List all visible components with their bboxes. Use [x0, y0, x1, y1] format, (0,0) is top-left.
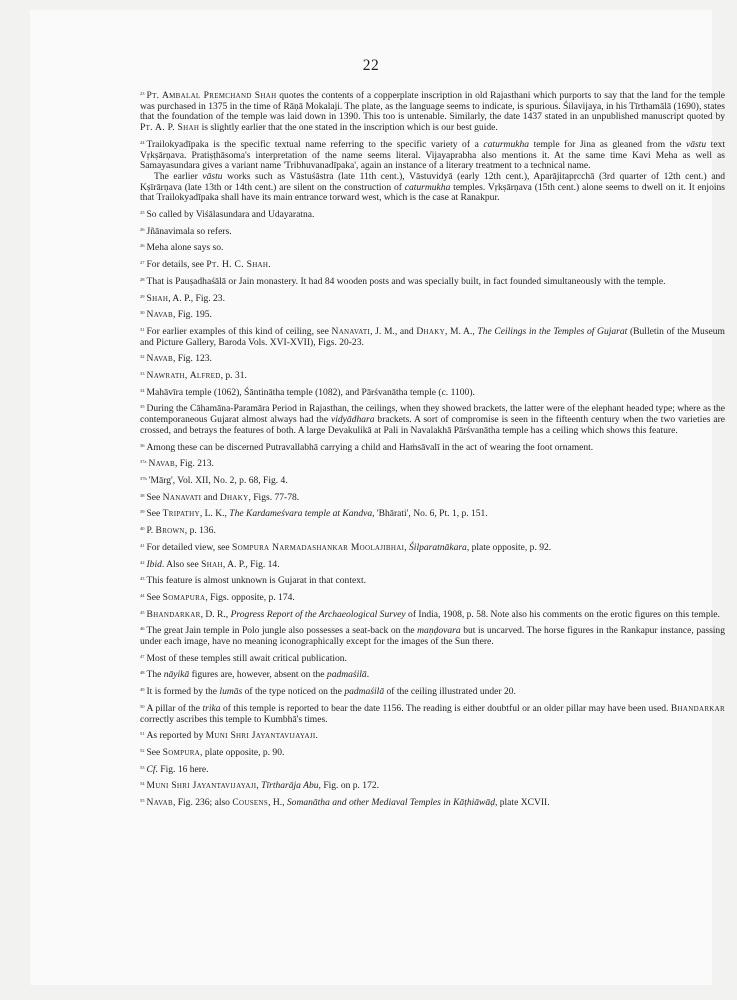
footnote-text: For earlier examples of this kind of ceiling, see Nanavati, J. M., and Dhaky, M. A., The Ceilings in the Temples of Gujarat (Bulletin of the Museum and Picture Gallery, Baroda Vols. XVI-XVII), Figs. 20-23. [140, 325, 725, 348]
footnote-text: The nāyikā figures are, however, absent on the padmaśilā. [146, 669, 370, 681]
footnote-number: 43 [140, 576, 145, 582]
footnote [140, 325, 725, 348]
footnote [140, 558, 725, 571]
footnote-number: 50 [140, 703, 145, 709]
footnote-text: That is Pauṣadhaśālā or Jain monastery. It had 84 wooden posts and was specially built, in fact founded simultaneously with the temple. [146, 275, 666, 287]
page [30, 10, 726, 985]
footnote-text: The great Jain temple in Polo jungle also possesses a seat-back on the maṇḍovara but is uncarved. The horse figures in the Rankapur instance, passing under each image, have no meaning iconographically except for the images of the Sun there. [140, 625, 725, 648]
footnote [140, 652, 725, 665]
footnote-text: Trailokyadīpaka is the specific textual name referring to the specific variety of a caturmukha temple for Jina as gleaned from the vāstu text Vṛkṣārṇava. Pratiṣṭhāsoma's interpretation of the name seems literal. Vijayaprabha also mentions it. At the same time Kavi Meha as well as Samayasundara gives a variant name 'Tribhuvanadīpaka', again an instance of a literary treatment to a technical name. The earlier vāstu works such as Vāstuśāstra (late 11th cent.), Vāstuvidyā (early 12th cent.), Aparājitapṛcchā (3rd quarter of 12th cent.) and Kṣīrārṇava (late 13th or 14th cent.) are silent on the construction of caturmukha temples. Vṛkṣārṇava (15th cent.) alone seems to dwell on it. It enjoins that Trailokyadīpaka shall have its main entrance torward west, which is the case at Ranakpur. [140, 138, 725, 204]
footnote [140, 258, 725, 271]
footnote-text: Ibid. Also see Shah, A. P., Fig. 14. [146, 558, 280, 570]
footnote-text: A pillar of the trika of this temple is reported to bear the date 1156. The reading is either doubtful or an older pillar may have been used. Bhandarkar correctly ascribes this temple to Kumbhā's times. [140, 702, 725, 725]
footnote-number: 45 [140, 609, 145, 615]
footnote [140, 796, 725, 809]
footnote [140, 491, 725, 504]
footnote-number: 55 [140, 798, 145, 804]
footnote-text: See Tripathy, L. K., The Kardameśvara temple at Kandva, 'Bhārati', No. 6, Pt. 1, p. 151. [146, 508, 488, 520]
footnote-number: 37b [140, 475, 147, 481]
footnote-number: 31 [140, 326, 145, 332]
footnote-number: 41 [140, 542, 145, 548]
footnote-number: 48 [140, 670, 145, 676]
footnote-number: 39 [140, 509, 145, 515]
footnote [140, 369, 725, 382]
footnote-text: Navab, Fig. 236; also Cousens, H., Somanātha and other Mediaval Temples in Kāṭhiāwāḍ, plate XCVII. [146, 797, 550, 809]
footnote-text: Cf. Fig. 16 here. [146, 763, 209, 775]
footnote-text: See Nanavati and Dhaky, Figs. 77-78. [146, 491, 300, 503]
footnote-number: 40 [140, 526, 145, 532]
footnote-number: 25 [140, 210, 145, 216]
footnote-text: Meha alone says so. [146, 242, 224, 254]
footnote [140, 402, 725, 436]
footnote [140, 608, 725, 621]
footnote [140, 779, 725, 792]
footnote-number: 32 [140, 354, 145, 360]
footnote-text: It is formed by the lumās of the type noticed on the padmaśilā of the ceiling illustrated under 20. [146, 686, 516, 698]
footnote [140, 386, 725, 399]
footnote-text: For details, see Pt. H. C. Shah. [146, 259, 271, 271]
footnote-number: 42 [140, 559, 145, 565]
footnote-number: 33 [140, 371, 145, 377]
footnote-number: 51 [140, 731, 145, 737]
page-number: 22 [362, 57, 380, 74]
footnote-number: 44 [140, 592, 145, 598]
footnote-text: Navab, Fig. 213. [148, 458, 214, 470]
footnote-text: Mahāvīra temple (1062), Śāntinātha temple (1082), and Pārśvanātha temple (c. 1100). [146, 386, 475, 398]
footnote-text: Most of these temples still await critical publication. [146, 652, 347, 664]
footnote-text: Among these can be discerned Putravallabhā carrying a child and Haṁsāvalī in the act of wearing the foot ornament. [146, 441, 594, 453]
footnote-number: 38 [140, 492, 145, 498]
footnote-number: 24 [140, 139, 145, 145]
footnote [140, 457, 725, 470]
footnote-text: Muni Shri Jayantavijayaji, Tīrtharāja Abu, Fig. on p. 172. [146, 780, 380, 792]
footnote-number: 37a [140, 459, 147, 465]
footnote-text: See Sompura, plate opposite, p. 90. [146, 746, 285, 758]
footnote [140, 208, 725, 221]
footnote [140, 746, 725, 759]
footnote-number: 49 [140, 687, 145, 693]
footnote-text: For detailed view, see Sompura Narmadashankar Moolajibhai, Śilparatnākara, plate opposite, p. 92. [146, 541, 552, 553]
footnote [140, 138, 725, 204]
footnote [140, 702, 725, 725]
footnote [140, 225, 725, 238]
footnote [140, 441, 725, 454]
footnote [140, 241, 725, 254]
footnote-text: See Somapura, Figs. opposite, p. 174. [146, 591, 295, 603]
footnote [140, 763, 725, 776]
footnote [140, 89, 725, 134]
footnote [140, 541, 725, 554]
footnote-number: 26 [140, 226, 145, 232]
footnote-number: 35 [140, 404, 145, 410]
footnote [140, 507, 725, 520]
footnote-text: Shah, A. P., Fig. 23. [146, 292, 225, 304]
footnote-number: 47 [140, 653, 145, 659]
footnote-number: 23 [140, 91, 145, 96]
footnote [140, 292, 725, 305]
footnote-text: During the Cāhamāna-Paramāra Period in Rajasthan, the ceilings, when they showed brackets, the latter were of the elephant headed type; where as the contemporaneous Gujarat almost always had the vidyādhara brackets. A sort of compromise is seen in the fifteenth century when the two varieties are crossed, and betrays the features of both. A large Devakulikā at Pali in Navalakhā Pārśvanātha temple has a ceiling which shows this feature. [140, 403, 725, 436]
footnote-text: As reported by Muni Shri Jayantavijayaji. [146, 730, 318, 742]
footnote-number: 54 [140, 781, 145, 787]
footnote-text: Pt. Ambalal Premchand Shah quotes the contents of a copperplate inscription in old Rajasthani which purports to say that the land for the temple was purchased in 1375 in the time of Rāṇā Mokalaji. The plate, as the language seems to indicate, is spurious. Śilavijaya, in his Tīrthamālā (1690), states that the foundation of the temple was laid down in 1390. This too is untenable. Similarly, the date 1437 stated in an unpublished manuscript quoted by Pt. A. P. Shah is slightly earlier that the one stated in the inscription which is our best guide. [140, 90, 726, 134]
footnote-number: 30 [140, 310, 145, 316]
footnote-number: 34 [140, 387, 145, 393]
footnote-text: Jñānavimala so refers. [146, 225, 232, 237]
footnote [140, 524, 725, 537]
footnote-number: 36 [140, 442, 145, 448]
footnote-text: This feature is almost unknown is Gujarat in that context. [146, 575, 367, 587]
footnote [140, 574, 725, 587]
footnote [140, 685, 725, 698]
footnote [140, 668, 725, 681]
footnote-text: Navab, Fig. 123. [146, 353, 212, 365]
footnotes [140, 89, 725, 813]
footnote-text: P. Brown, p. 136. [146, 525, 216, 537]
footnote-text: Bhandarkar, D. R., Progress Report of the Archaeological Survey of India, 1908, p. 58. Note also his comments on the erotic figures on this temple. [146, 608, 720, 620]
footnote-text: Nawrath, Alfred, p. 31. [146, 370, 247, 382]
footnote [140, 729, 725, 742]
footnote [140, 591, 725, 604]
footnote [140, 275, 725, 288]
footnote-text: 'Mārg', Vol. XII, No. 2, p. 68, Fig. 4. [148, 474, 288, 486]
footnote-number: 29 [140, 293, 145, 299]
footnote [140, 624, 725, 647]
footnote-number: 53 [140, 764, 145, 770]
footnote-number: 52 [140, 747, 145, 753]
footnote [140, 352, 725, 365]
footnote-number: 27 [140, 260, 145, 266]
footnote-number: 46 [140, 626, 145, 632]
footnote-text: Navab, Fig. 195. [146, 309, 212, 321]
footnote-text: So called by Viśālasundara and Udayaratna. [146, 209, 315, 221]
footnote-number: 26 [140, 243, 145, 249]
footnote [140, 308, 725, 321]
footnote [140, 474, 725, 487]
footnote-number: 28 [140, 276, 145, 282]
